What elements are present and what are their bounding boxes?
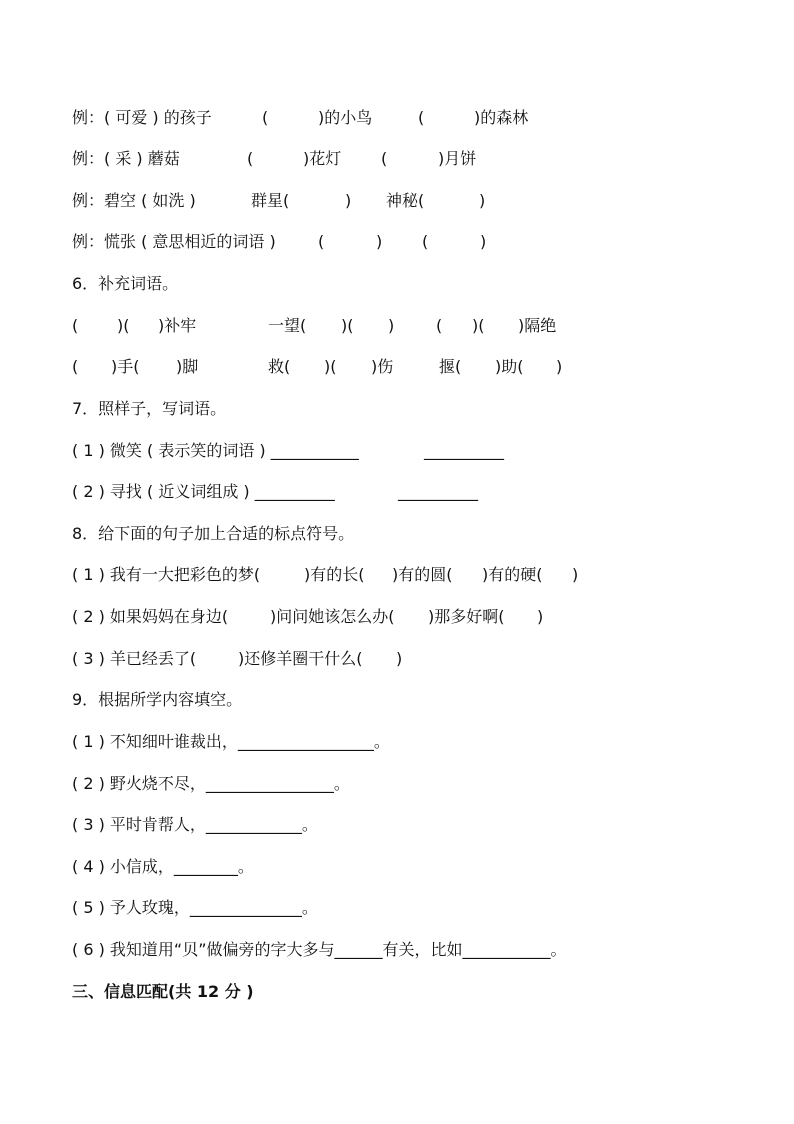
example-text: 例：碧空 ( 如洗 ) bbox=[72, 191, 196, 210]
idiom-part: ( bbox=[72, 357, 79, 376]
idiom-part: )伤 bbox=[371, 357, 394, 376]
idiom-part: )( bbox=[472, 316, 485, 335]
answer-blank-open: ( bbox=[318, 232, 325, 251]
sentence-part: )还修羊圈干什么( bbox=[238, 649, 363, 668]
example-text: 例：慌张 ( 意思相近的词语 ) bbox=[72, 232, 276, 251]
answer-blank-close: ) bbox=[376, 232, 383, 251]
idiom-part: ) bbox=[556, 357, 563, 376]
answer-line: __________ bbox=[398, 482, 478, 501]
phrase-text: )的小鸟 bbox=[318, 108, 373, 127]
poem-fill: ( 6 ) 我知道用“贝”做偏旁的字大多与______有关，比如___________。 bbox=[72, 940, 567, 959]
sentence-part: ) bbox=[396, 649, 403, 668]
phrase-text: 神秘( bbox=[386, 191, 425, 210]
sentence-part: ) bbox=[537, 607, 544, 626]
answer-blank-close: ) bbox=[345, 191, 352, 210]
example-text: 例：( 采 ) 蘑菇 bbox=[72, 149, 180, 168]
answer-blank-close: ) bbox=[480, 232, 487, 251]
poem-fill: ( 4 ) 小信成，________。 bbox=[72, 857, 254, 876]
question-item: ( 1 ) 微笑 ( 表示笑的词语 ) ___________ bbox=[72, 441, 359, 460]
idiom-part: )隔绝 bbox=[518, 316, 557, 335]
idiom-part: ( bbox=[436, 316, 443, 335]
idiom-part: )脚 bbox=[176, 357, 199, 376]
answer-blank-open: ( bbox=[422, 232, 429, 251]
sentence-part: )有的长( bbox=[304, 565, 365, 584]
answer-line: __________ bbox=[424, 441, 504, 460]
idiom-part: )( bbox=[324, 357, 337, 376]
question-title: 7．照样子，写词语。 bbox=[72, 399, 227, 418]
section-title: 三、信息匹配(共 12 分 ) bbox=[72, 982, 254, 1001]
sentence-part: ( 3 ) 羊已经丢了( bbox=[72, 649, 197, 668]
question-title: 6．补充词语。 bbox=[72, 274, 179, 293]
sentence-part: )那多好啊( bbox=[428, 607, 505, 626]
sentence-part: ( 1 ) 我有一大把彩色的梦( bbox=[72, 565, 261, 584]
answer-blank-open: ( bbox=[381, 149, 388, 168]
phrase-text: )月饼 bbox=[438, 149, 477, 168]
phrase-text: )的森林 bbox=[474, 108, 529, 127]
idiom-part: )手( bbox=[111, 357, 140, 376]
poem-fill: ( 3 ) 平时肯帮人，____________。 bbox=[72, 815, 318, 834]
example-text: 例：( 可爱 ) 的孩子 bbox=[72, 108, 212, 127]
poem-fill: ( 1 ) 不知细叶谁裁出，_________________。 bbox=[72, 732, 390, 751]
sentence-part: ( 2 ) 如果妈妈在身边( bbox=[72, 607, 229, 626]
poem-fill: ( 2 ) 野火烧不尽，________________。 bbox=[72, 774, 350, 793]
answer-blank-open: ( bbox=[247, 149, 254, 168]
idiom-part: 揠( bbox=[439, 357, 462, 376]
answer-blank-open: ( bbox=[418, 108, 425, 127]
idiom-part: )( bbox=[341, 316, 354, 335]
sentence-part: )有的圆( bbox=[392, 565, 453, 584]
idiom-part: ) bbox=[388, 316, 395, 335]
idiom-part: )补牢 bbox=[158, 316, 197, 335]
idiom-part: )助( bbox=[495, 357, 524, 376]
question-item: ( 2 ) 寻找 ( 近义词组成 ) __________ bbox=[72, 482, 335, 501]
question-title: 9．根据所学内容填空。 bbox=[72, 690, 243, 709]
poem-fill: ( 5 ) 予人玫瑰，______________。 bbox=[72, 898, 318, 917]
idiom-part: 救( bbox=[268, 357, 291, 376]
answer-blank-open: ( bbox=[262, 108, 269, 127]
idiom-part: )( bbox=[117, 316, 130, 335]
idiom-part: ( bbox=[72, 316, 79, 335]
answer-blank-close: ) bbox=[479, 191, 486, 210]
sentence-part: ) bbox=[572, 565, 579, 584]
sentence-part: )问问她该怎么办( bbox=[270, 607, 395, 626]
question-title: 8．给下面的句子加上合适的标点符号。 bbox=[72, 524, 355, 543]
phrase-text: )花灯 bbox=[303, 149, 342, 168]
idiom-part: 一望( bbox=[268, 316, 307, 335]
phrase-text: 群星( bbox=[251, 191, 290, 210]
sentence-part: )有的硬( bbox=[482, 565, 543, 584]
